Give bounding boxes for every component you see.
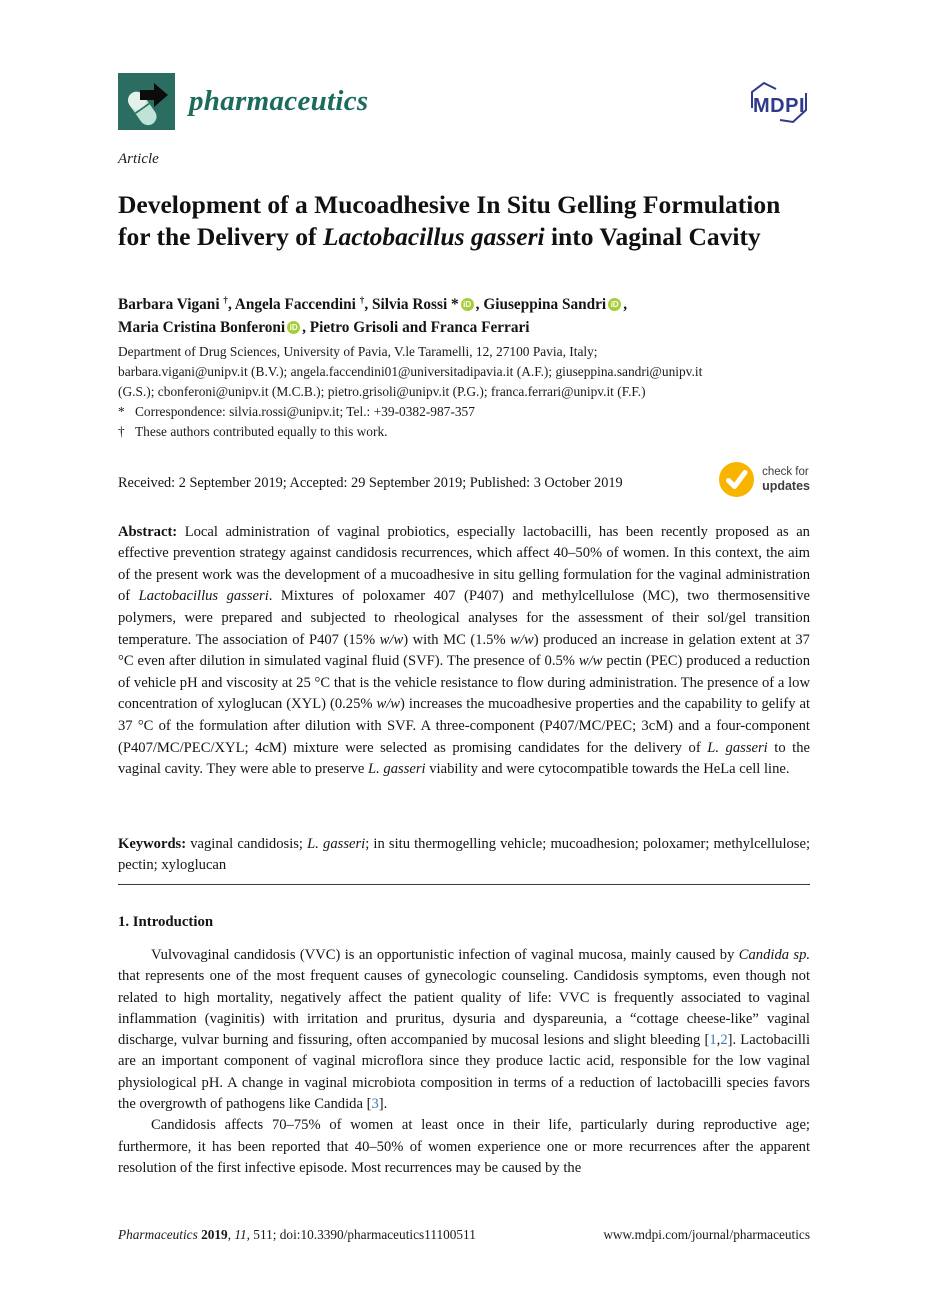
dates-row <box>118 461 810 498</box>
equal-contribution-text: These authors contributed equally to this work. <box>135 424 388 440</box>
page-footer <box>118 1227 810 1243</box>
orcid-icon[interactable]: iD <box>608 298 621 311</box>
orcid-icon[interactable]: iD <box>287 321 300 334</box>
intro-paragraph-2: Candidosis affects 70–75% of women at least once in their life, particularly during reproductive age; furthermore, it has been reported that 40–50% of women experience one or more recurrences after the apparent resolution of the first infective episode. Most recurrences may be caused by the <box>118 1117 810 1176</box>
orcid-icon[interactable]: iD <box>461 298 474 311</box>
section-divider <box>118 884 810 885</box>
introduction-section <box>118 914 810 1179</box>
check-for-updates-label: check for updates <box>762 466 810 493</box>
article-type-label: Article <box>118 151 159 167</box>
authors-line-2: Maria Cristina Bonferoni iD , Pietro Grisoli and Franca Ferrari <box>118 319 530 337</box>
journal-name: pharmaceutics <box>189 85 369 117</box>
pharmaceutics-logo-icon <box>118 73 175 130</box>
journal-brand <box>118 73 369 130</box>
citation-link[interactable]: 2 <box>720 1032 728 1049</box>
affiliation-block <box>118 342 703 442</box>
abstract-paragraph: Abstract: Local administration of vaginal probiotics, especially lactobacilli, has been recently proposed as an effective prevention strategy against candidosis recurrences, which affect 40–50% of women. In this context, the aim of the present work was the development of a mucoadhesive in situ gelling formulation for the vaginal administration of Lactobacillus gasseri. Mixtures of poloxamer 407 (P407) and methylcellulose (MC), two thermosensitive polymers, were prepared and subjected to rheological analyses for the assessment of their sol/gel transition temperature. The association of P407 (15% w/w) with MC (1.5% w/w) produced an increase in gelation extent at 37 °C even after dilution in simulated vaginal fluid (SVF). The presence of 0.5% w/w pectin (PEC) produced a reduction of vehicle pH and viscosity at 25 °C that is the vehicle resistance to flow during administration. The presence of a low concentration of xyloglucan (XYL) (0.25% w/w) increases the mucoadhesive properties and the capability to gelify at 37 °C of the formulation after dilution with SVF. A three-component (P407/MC/PEC; 3cM) and a four-component (P407/MC/PEC/XYL; 4cM) mixture were selected as promising candidates for the delivery of L. gasseri to the vaginal cavity. They were able to preserve L. gasseri viability and were cytocompatible towards the HeLa cell line. <box>118 523 810 778</box>
check-circle-icon <box>718 461 755 498</box>
citation-link[interactable]: 3 <box>371 1096 379 1113</box>
mdpi-logo[interactable] <box>746 79 810 129</box>
equal-contribution-note <box>118 422 703 442</box>
keywords-paragraph: Keywords: vaginal candidosis; L. gasseri; in situ thermogelling vehicle; mucoadhesion; poloxamer; methylcellulose; pectin; xyloglucan <box>118 835 811 874</box>
authors-block <box>118 289 810 339</box>
page-header <box>118 73 810 130</box>
equal-contribution-marker: † <box>118 424 125 440</box>
section-heading-introduction: 1. Introduction <box>118 914 214 930</box>
affiliation-text: Department of Drug Sciences, University of Pavia, V.le Taramelli, 12, 27100 Pavia, Italy; barbara.vigani@unipv.it (B.V.); angela.faccendini01@universitadipavia.it (A.F.); giuseppina.sandri@unipv.it (G.S.); cbonferoni@unipv.it (M.C.B.); pietro.grisoli@unipv.it (P.G.); franca.ferrari@unipv.it (F.F.) <box>118 344 703 399</box>
correspondence-marker: * <box>118 404 125 420</box>
intro-paragraph-1: Vulvovaginal candidosis (VVC) is an opportunistic infection of vaginal mucosa, mainly caused by Candida sp. that represents one of the most frequent causes of gynecologic counseling. Candidosis symptoms, even though not related to high mortality, negatively affect the patient quality of life: VVC is frequently associated to vaginal inflammation (vaginitis) with irritation and pruritus, dysuria and dyspareunia, a “cottage cheese-like” vaginal discharge, vulvar burning and fissuring, often accompanied by mucosal lesions and slight bleeding [1,2]. Lactobacilli are an important component of vaginal microflora since they produce lactic acid, responsible for the low vaginal physiological pH. A change in vaginal microbiota composition in terms of a reduction of lactobacilli species favors the overgrowth of pathogens like Candida [3]. <box>118 947 811 1113</box>
footer-citation: Pharmaceutics 2019, 11, 511; doi:10.3390/pharmaceutics11100511 <box>118 1227 476 1242</box>
svg-text:MDPI: MDPI <box>753 95 805 117</box>
check-for-updates-badge[interactable] <box>718 461 810 498</box>
footer-journal-url[interactable]: www.mdpi.com/journal/pharmaceutics <box>603 1227 810 1242</box>
citation-link[interactable]: 1 <box>709 1032 717 1049</box>
correspondence-text[interactable]: Correspondence: silvia.rossi@unipv.it; Tel.: +39-0382-987-357 <box>135 404 475 420</box>
paper-title: Development of a Mucoadhesive In Situ Gelling Formulation for the Delivery of Lactobacillus gasseri into Vaginal Cavity <box>118 190 781 252</box>
dates-line: Received: 2 September 2019; Accepted: 29 September 2019; Published: 3 October 2019 <box>118 475 623 491</box>
authors-line-1: Barbara Vigani †, Angela Faccendini †, Silvia Rossi * iD , Giuseppina Sandri iD , <box>118 295 628 314</box>
correspondence-note <box>118 402 703 422</box>
